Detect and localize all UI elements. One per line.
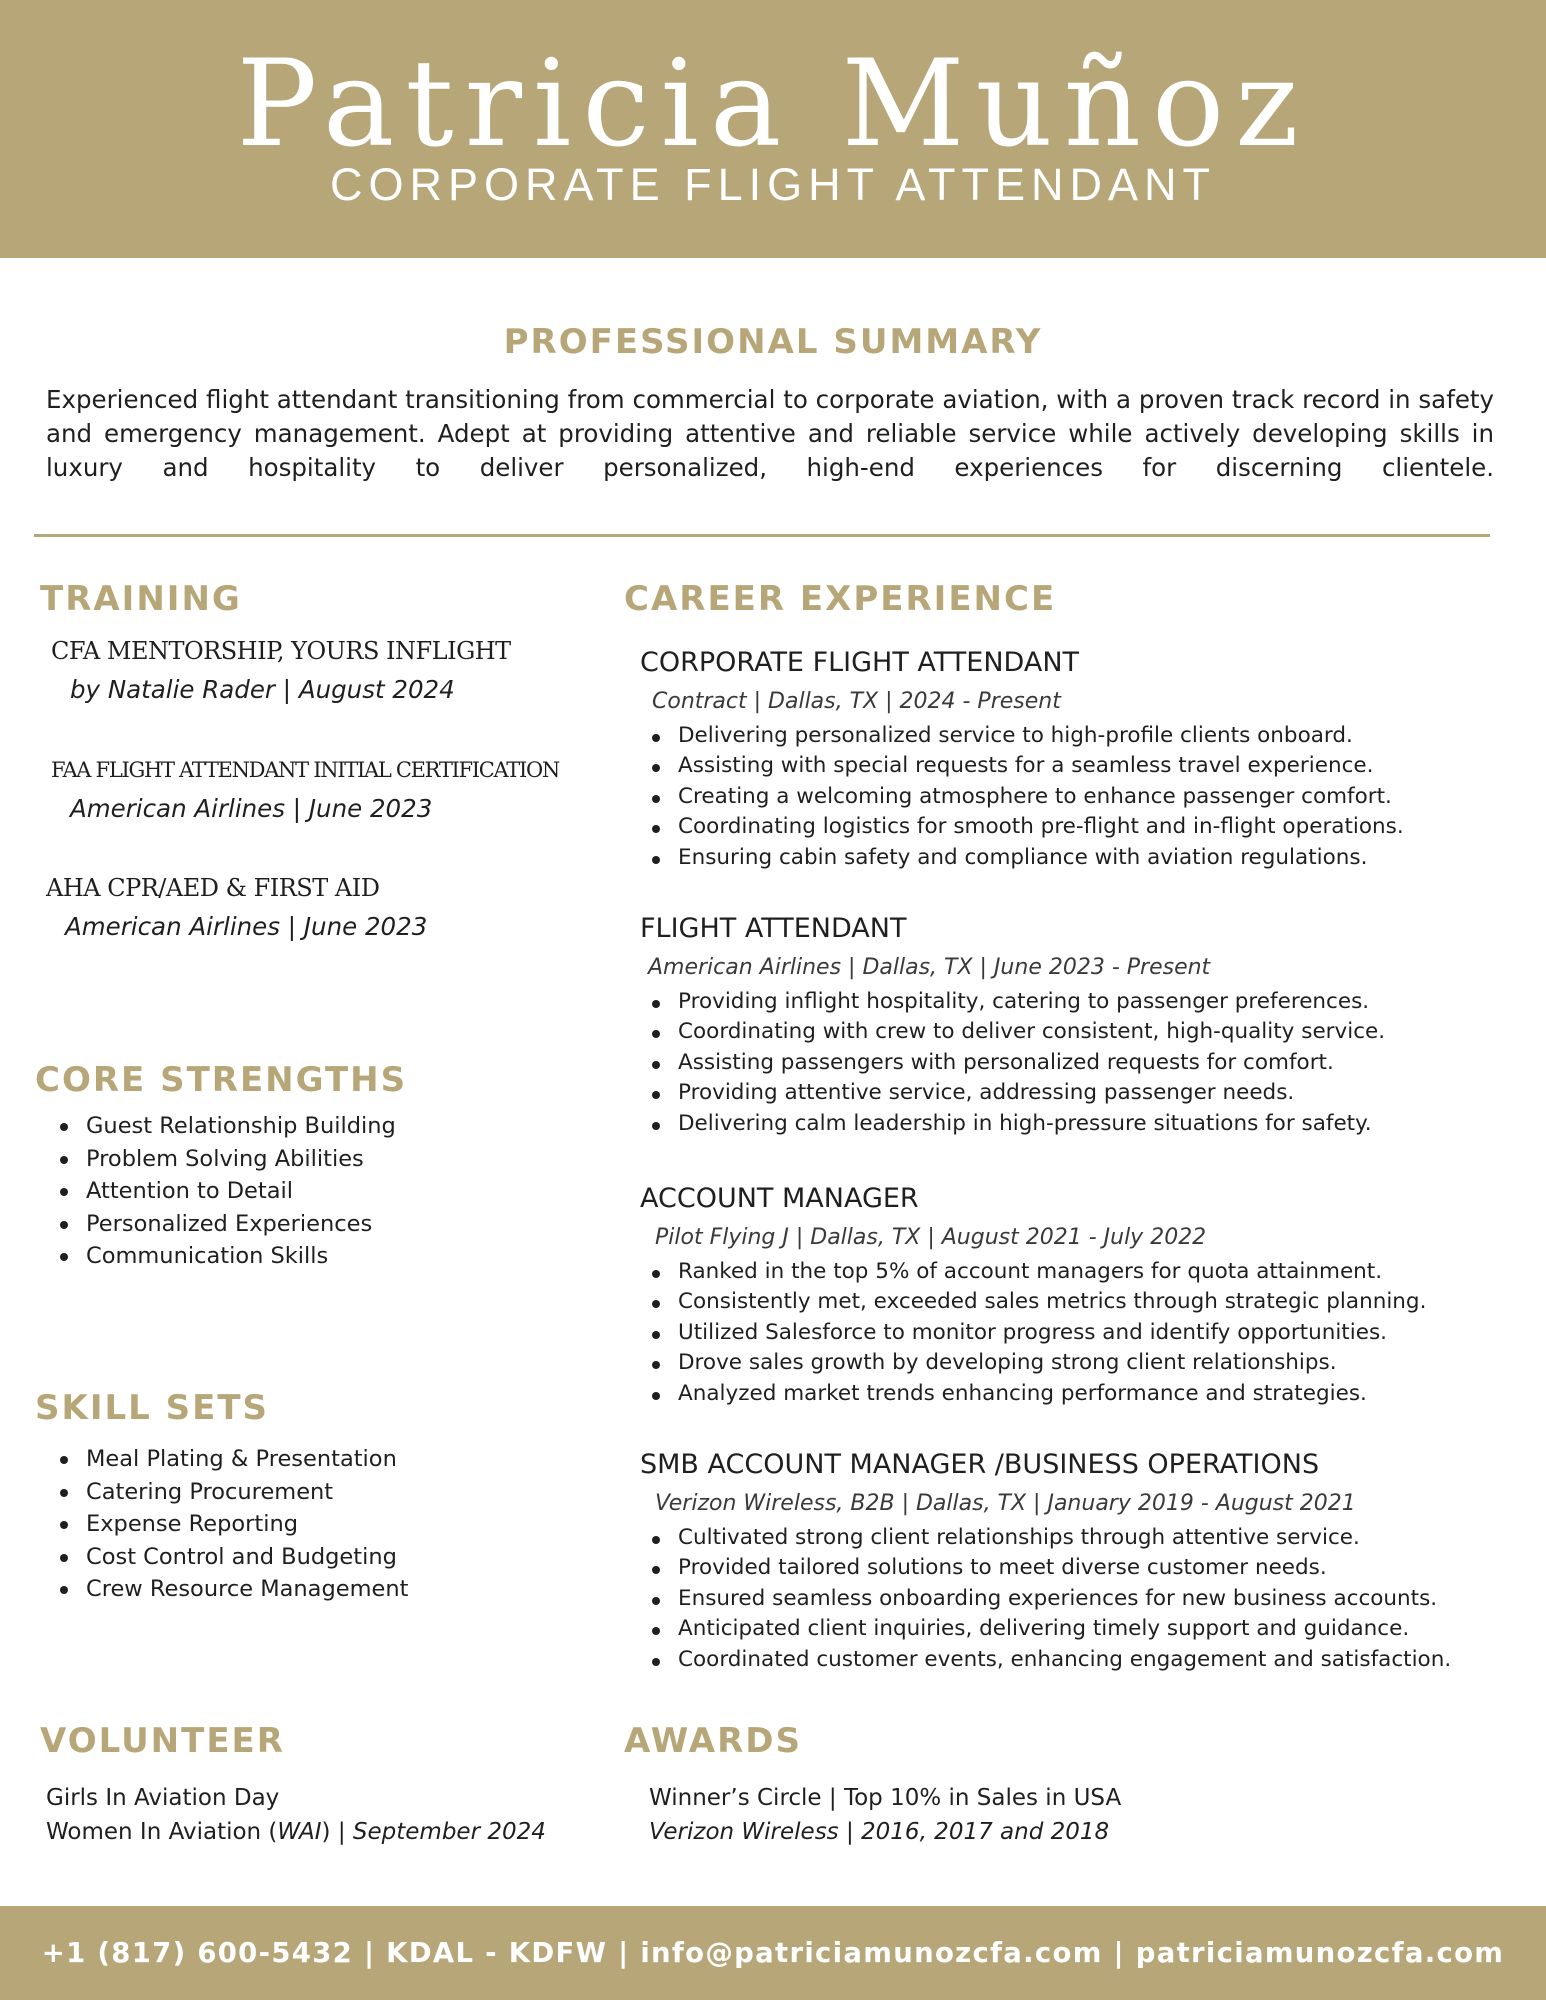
list-item: Coordinated customer events, enhancing engagement and satisfaction. [640, 1645, 1520, 1675]
training-subtitle: by Natalie Rader | August 2024 [70, 675, 455, 704]
job-entry [640, 911, 1520, 1139]
job-title: FLIGHT ATTENDANT [640, 913, 907, 944]
awards-heading: AWARDS [624, 1721, 802, 1761]
candidate-title: CORPORATE FLIGHT ATTENDANT [329, 159, 1217, 210]
job-meta: Contract | Dallas, TX | 2024 - Present [652, 689, 1061, 714]
list-item: Coordinating logistics for smooth pre-flight and in-flight operations. [640, 812, 1520, 842]
list-item: Ensuring cabin safety and compliance with aviation regulations. [640, 843, 1520, 873]
job-bullets [640, 1257, 1520, 1409]
job-title: CORPORATE FLIGHT ATTENDANT [640, 647, 1080, 678]
list-item: Communication Skills [48, 1240, 396, 1273]
list-item: Crew Resource Management [48, 1573, 408, 1606]
list-item: Assisting with special requests for a seamless travel experience. [640, 751, 1520, 781]
list-item: Meal Plating & Presentation [48, 1443, 408, 1476]
award-details: Verizon Wireless | 2016, 2017 and 2018 [649, 1819, 1110, 1845]
summary-heading: PROFESSIONAL SUMMARY [503, 322, 1043, 362]
job-bullets [640, 987, 1520, 1139]
contact-footer: +1 (817) 600-5432 | KDAL - KDFW | info@patriciamunozcfa.com | patriciamunozcfa.com [0, 1906, 1546, 2000]
list-item: Ensured seamless onboarding experiences for new business accounts. [640, 1584, 1520, 1614]
list-item: Coordinating with crew to deliver consistent, high-quality service. [640, 1017, 1520, 1047]
list-item: Provided tailored solutions to meet diverse customer needs. [640, 1553, 1520, 1583]
header-banner [0, 0, 1546, 258]
training-item [44, 871, 604, 945]
training-title: AHA CPR/AED & FIRST AID [46, 874, 380, 902]
volunteer-organization [46, 1815, 546, 1849]
list-item: Providing inflight hospitality, catering to passenger preferences. [640, 987, 1520, 1017]
job-meta: Pilot Flying J | Dallas, TX | August 2021 - July 2022 [655, 1225, 1207, 1250]
candidate-name: Patricia Muñoz [236, 35, 1310, 174]
job-entry [640, 1447, 1520, 1675]
training-item [44, 753, 604, 827]
list-item: Drove sales growth by developing strong client relationships. [640, 1348, 1520, 1378]
training-title: CFA MENTORSHIP, YOURS INFLIGHT [51, 637, 511, 665]
job-entry [640, 645, 1520, 873]
job-bullets [640, 1523, 1520, 1675]
list-item: Consistently met, exceeded sales metrics through strategic planning. [640, 1287, 1520, 1317]
volunteer-separator: ) | [321, 1819, 353, 1845]
list-item: Problem Solving Abilities [48, 1143, 396, 1176]
volunteer-org-name: Women In Aviation ( [46, 1819, 278, 1845]
list-item: Attention to Detail [48, 1175, 396, 1208]
summary-text: Experienced flight attendant transitioning from commercial to corporate aviation, with a proven track record in safety and emergency management. Adept at providing attentive and reliable service while actively developing skills in luxury and hospitality to deliver personalized, high-end experiences for discerning clientele. [46, 385, 1494, 482]
core-strengths-heading: CORE STRENGTHS [35, 1060, 408, 1100]
job-title: ACCOUNT MANAGER [640, 1183, 919, 1214]
list-item: Catering Procurement [48, 1476, 408, 1509]
job-meta: Verizon Wireless, B2B | Dallas, TX | January 2019 - August 2021 [655, 1491, 1356, 1516]
skill-sets-heading: SKILL SETS [35, 1388, 270, 1428]
list-item: Utilized Salesforce to monitor progress and identify opportunities. [640, 1318, 1520, 1348]
job-title: SMB ACCOUNT MANAGER /BUSINESS OPERATIONS [640, 1449, 1320, 1480]
skill-sets-list [48, 1443, 408, 1606]
list-item: Creating a welcoming atmosphere to enhance passenger comfort. [640, 782, 1520, 812]
job-entry [640, 1181, 1520, 1409]
training-subtitle: American Airlines | June 2023 [65, 912, 428, 941]
core-strengths-list [48, 1110, 396, 1273]
list-item: Guest Relationship Building [48, 1110, 396, 1143]
career-heading: CAREER EXPERIENCE [624, 579, 1057, 619]
volunteer-date: September 2024 [352, 1819, 546, 1845]
training-item [44, 634, 604, 708]
list-item: Assisting passengers with personalized requests for comfort. [640, 1048, 1520, 1078]
volunteer-heading: VOLUNTEER [40, 1721, 285, 1761]
list-item: Delivering personalized service to high-profile clients onboard. [640, 721, 1520, 751]
award-title: Winner’s Circle | Top 10% in Sales in USA [649, 1785, 1122, 1811]
list-item: Anticipated client inquiries, delivering timely support and guidance. [640, 1614, 1520, 1644]
list-item: Providing attentive service, addressing passenger needs. [640, 1078, 1520, 1108]
job-bullets [640, 721, 1520, 873]
list-item: Expense Reporting [48, 1508, 408, 1541]
list-item: Personalized Experiences [48, 1208, 396, 1241]
training-heading: TRAINING [40, 579, 242, 619]
job-meta: American Airlines | Dallas, TX | June 2023 - Present [648, 955, 1211, 980]
volunteer-event: Girls In Aviation Day [46, 1785, 280, 1811]
list-item: Delivering calm leadership in high-pressure situations for safety. [640, 1109, 1520, 1139]
training-subtitle: American Airlines | June 2023 [70, 794, 433, 823]
list-item: Analyzed market trends enhancing performance and strategies. [640, 1379, 1520, 1409]
list-item: Cultivated strong client relationships through attentive service. [640, 1523, 1520, 1553]
list-item: Ranked in the top 5% of account managers for quota attainment. [640, 1257, 1520, 1287]
training-title: FAA FLIGHT ATTENDANT INITIAL CERTIFICATION [51, 758, 559, 782]
volunteer-org-acronym: WAI [277, 1819, 322, 1845]
list-item: Cost Control and Budgeting [48, 1541, 408, 1574]
section-divider [34, 534, 1490, 537]
